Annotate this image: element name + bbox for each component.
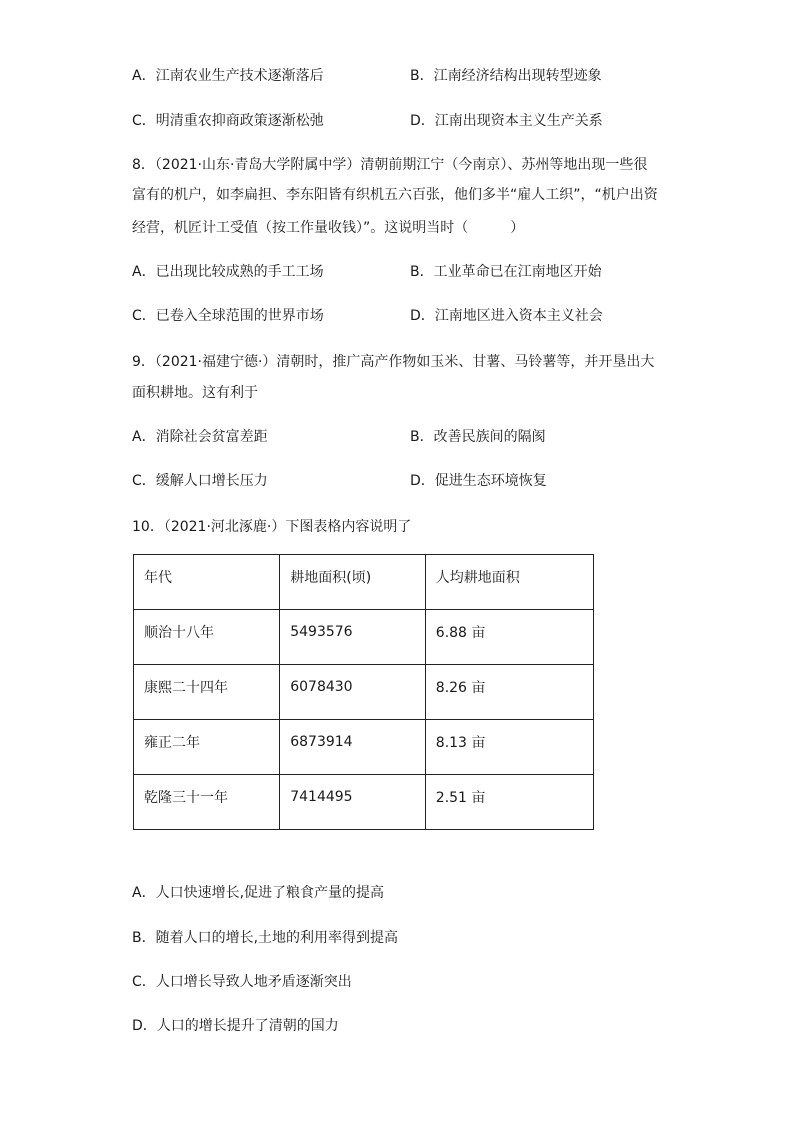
header-farmland-area: 耕地面积(顷) — [290, 570, 372, 586]
table-cell-area: 6078430 — [290, 679, 353, 695]
q9-option-d[interactable]: D．促进生态环境恢复 — [410, 473, 547, 489]
q10-stem: 10．（2021·河北涿鹿·）下图表格内容说明了 — [132, 519, 412, 535]
table-cell-area: 6873914 — [290, 734, 353, 750]
q9-stem-line2: 面积耕地。这有利于 — [132, 385, 258, 401]
header-per-capita-area: 人均耕地面积 — [435, 570, 520, 586]
q10-option-d[interactable]: D．人口的增长提升了清朝的国力 — [132, 1018, 339, 1034]
q8-stem-line3: 经营，机匠计工受值（按工作量收钱）”。这说明当时（ ） — [132, 220, 525, 236]
q9-stem-line1: 9．（2021·福建宁德·）清朝时，推广高产作物如玉米、甘薯、马铃薯等，并开垦出大 — [132, 354, 655, 370]
table-row — [134, 775, 594, 830]
q8-option-b[interactable]: B．工业革命已在江南地区开始 — [410, 264, 602, 280]
q8-option-a[interactable]: A．已出现比较成熟的手工工场 — [132, 264, 324, 280]
table-cell-per-capita: 8.26 亩 — [435, 680, 486, 696]
table-cell-per-capita: 8.13 亩 — [435, 735, 486, 751]
q10-option-b[interactable]: B．随着人口的增长,土地的利用率得到提高 — [132, 930, 399, 946]
table-cell-era: 乾隆三十一年 — [144, 790, 228, 806]
q10-option-c[interactable]: C．人口增长导致人地矛盾逐渐突出 — [132, 974, 352, 990]
table-row — [134, 610, 594, 665]
q8-option-c[interactable]: C．已卷入全球范围的世界市场 — [132, 308, 324, 324]
q9-option-a[interactable]: A．消除社会贫富差距 — [132, 429, 268, 445]
option-a[interactable]: A．江南农业生产技术逐渐落后 — [132, 68, 324, 84]
table-cell-per-capita: 2.51 亩 — [435, 790, 486, 806]
q8-stem-line2: 富有的机户，如李扁担、李东阳皆有织机五六百张，他们多半“雇人工织”，“机户出资 — [132, 187, 658, 203]
table-cell-per-capita: 6.88 亩 — [435, 625, 486, 641]
farmland-table — [133, 554, 594, 830]
q9-option-b[interactable]: B．改善民族间的隔阂 — [410, 429, 546, 445]
table-cell-area: 7414495 — [290, 789, 353, 805]
option-d[interactable]: D．江南出现资本主义生产关系 — [410, 113, 603, 129]
q9-option-c[interactable]: C．缓解人口增长压力 — [132, 473, 268, 489]
option-c[interactable]: C．明清重农抑商政策逐渐松弛 — [132, 113, 324, 129]
table-cell-era: 雍正二年 — [144, 735, 200, 751]
table-row — [134, 720, 594, 775]
q8-stem-line1: 8．（2021·山东·青岛大学附属中学）清朝前期江宁（今南京）、苏州等地出现一些很 — [132, 157, 648, 173]
q8-option-d[interactable]: D．江南地区进入资本主义社会 — [410, 308, 603, 324]
option-b[interactable]: B．江南经济结构出现转型迹象 — [410, 68, 602, 84]
table-cell-area: 5493576 — [290, 624, 353, 640]
table-row — [134, 665, 594, 720]
table-cell-era: 顺治十八年 — [144, 625, 214, 641]
table-cell-era: 康熙二十四年 — [144, 680, 228, 696]
q10-option-a[interactable]: A．人口快速增长,促进了粮食产量的提高 — [132, 885, 385, 901]
table-header-row — [134, 555, 594, 610]
header-era: 年代 — [144, 570, 172, 586]
